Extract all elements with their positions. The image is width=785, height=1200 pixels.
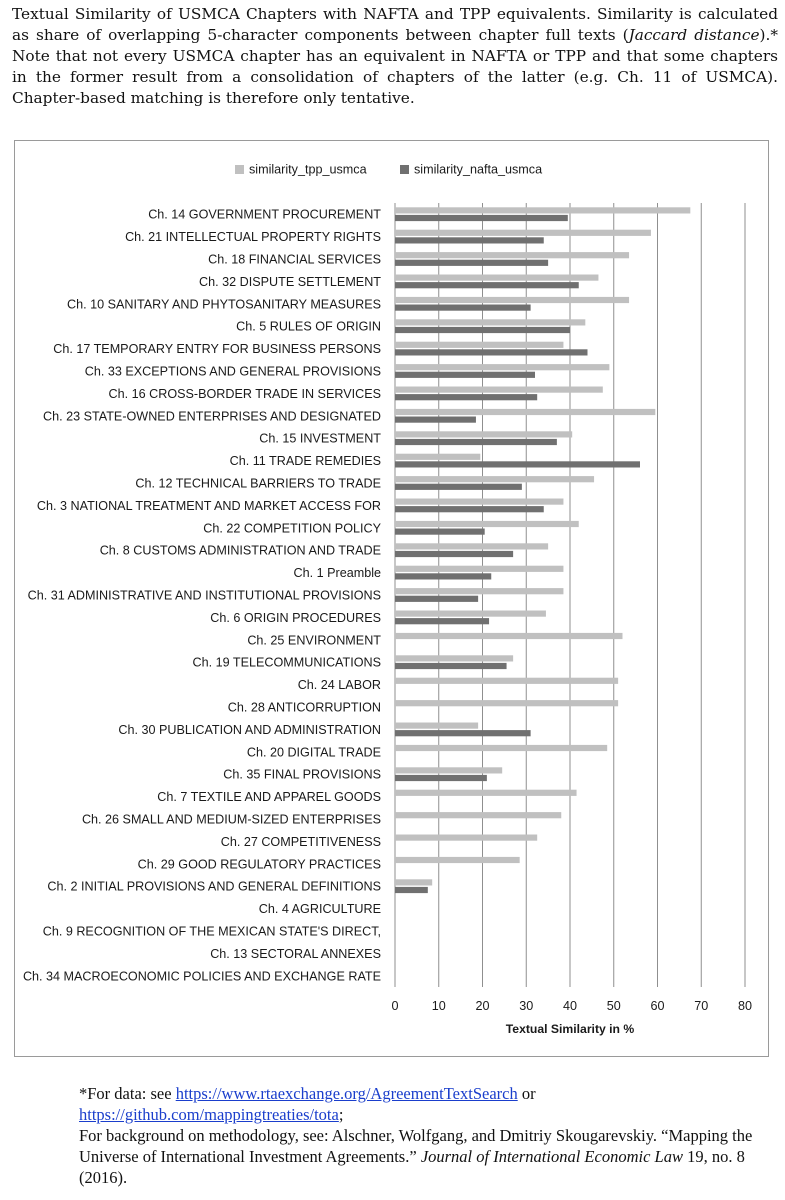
category-label: Ch. 18 FINANCIAL SERVICES [208, 252, 381, 267]
category-label: Ch. 24 LABOR [297, 678, 381, 693]
bar-nafta-usmca [395, 663, 507, 669]
bar-tpp-usmca [395, 812, 561, 818]
bar-nafta-usmca [395, 775, 487, 781]
footnote [79, 1083, 769, 1188]
bar-nafta-usmca [395, 305, 531, 311]
bar-nafta-usmca [395, 237, 544, 243]
x-axis-title: Textual Similarity in % [505, 1022, 635, 1036]
bar-tpp-usmca [395, 700, 618, 706]
category-label: Ch. 16 CROSS-BORDER TRADE IN SERVICES [108, 386, 381, 401]
x-tick-label: 30 [519, 999, 534, 1013]
bar-tpp-usmca [395, 723, 478, 729]
bar-tpp-usmca [395, 431, 572, 437]
bar-tpp-usmca [395, 879, 432, 885]
category-label: Ch. 11 TRADE REMEDIES [229, 454, 381, 469]
category-label: Ch. 7 TEXTILE AND APPAREL GOODS [157, 790, 381, 805]
bar-nafta-usmca [395, 461, 640, 467]
x-tick-label: 50 [606, 999, 621, 1013]
category-label: Ch. 35 FINAL PROVISIONS [223, 767, 381, 782]
similarity-bar-chart [15, 141, 770, 1058]
bar-tpp-usmca [395, 454, 480, 460]
bar-tpp-usmca [395, 857, 520, 863]
bar-tpp-usmca [395, 678, 618, 684]
category-label: Ch. 4 AGRICULTURE [258, 902, 381, 917]
bar-nafta-usmca [395, 596, 478, 602]
bar-tpp-usmca [395, 230, 651, 236]
x-tick-label: 40 [562, 999, 578, 1013]
footnote-methodology: For background on methodology, see: Alschner, Wolfgang, and Dmitriy Skougarevskiy. “Mapping the Universe of International Investment Agreements.” [79, 1126, 753, 1166]
category-label: Ch. 31 ADMINISTRATIVE AND INSTITUTIONAL PROVISIONS [27, 588, 381, 603]
journal-title: Journal of International Economic Law [420, 1147, 683, 1166]
bar-tpp-usmca [395, 297, 629, 303]
bar-nafta-usmca [395, 417, 476, 423]
bar-nafta-usmca [395, 529, 485, 535]
category-label: Ch. 5 RULES OF ORIGIN [236, 319, 381, 334]
chart-frame [14, 140, 769, 1057]
bar-tpp-usmca [395, 364, 609, 370]
bar-tpp-usmca [395, 499, 563, 505]
x-tick-label: 60 [650, 999, 665, 1013]
bar-tpp-usmca [395, 387, 603, 393]
citation-tail: 19, no. 8 (2016). [79, 1147, 745, 1187]
bar-tpp-usmca [395, 588, 563, 594]
bar-tpp-usmca [395, 207, 690, 213]
rtaexchange-link[interactable]: https://www.rtaexchange.org/AgreementTextSearch [175, 1084, 518, 1103]
bar-tpp-usmca [395, 767, 502, 773]
category-label: Ch. 1 Preamble [293, 566, 381, 581]
category-label: Ch. 14 GOVERNMENT PROCUREMENT [148, 207, 381, 222]
category-label: Ch. 12 TECHNICAL BARRIERS TO TRADE [135, 476, 381, 491]
category-label: Ch. 25 ENVIRONMENT [247, 633, 381, 648]
category-label: Ch. 3 NATIONAL TREATMENT AND MARKET ACCESS FOR [36, 498, 381, 513]
bar-nafta-usmca [395, 573, 491, 579]
bar-tpp-usmca [395, 745, 607, 751]
category-label: Ch. 23 STATE-OWNED ENTERPRISES AND DESIGNATED [43, 409, 381, 424]
bar-nafta-usmca [395, 327, 570, 333]
footnote-or: or [517, 1084, 536, 1103]
category-label: Ch. 34 MACROECONOMIC POLICIES AND EXCHANGE RATE [22, 969, 381, 984]
category-label: Ch. 19 TELECOMMUNICATIONS [192, 655, 381, 670]
category-label: Ch. 21 INTELLECTUAL PROPERTY RIGHTS [125, 230, 381, 245]
x-tick-label: 10 [431, 999, 446, 1013]
category-label: Ch. 33 EXCEPTIONS AND GENERAL PROVISIONS [84, 364, 381, 379]
category-label: Ch. 9 RECOGNITION OF THE MEXICAN STATE'S DIRECT, [42, 924, 381, 939]
bar-tpp-usmca [395, 476, 594, 482]
caption-text-start: Textual Similarity of USMCA Chapters with NAFTA and TPP equivalents. Similarity is calculated as share of overlapping 5-character components between chapter full texts ( [12, 5, 778, 44]
bar-tpp-usmca [395, 835, 537, 841]
caption-italic-term: Jaccard distance [628, 26, 760, 44]
bar-nafta-usmca [395, 484, 522, 490]
category-label: Ch. 22 COMPETITION POLICY [203, 521, 381, 536]
x-tick-label: 70 [694, 999, 709, 1013]
legend-label-nafta: similarity_nafta_usmca [414, 162, 543, 177]
github-link[interactable]: https://github.com/mappingtreaties/tota [79, 1105, 339, 1124]
bar-tpp-usmca [395, 252, 629, 258]
category-label: Ch. 17 TEMPORARY ENTRY FOR BUSINESS PERSONS [53, 342, 381, 357]
category-label: Ch. 20 DIGITAL TRADE [246, 745, 381, 760]
legend-label-tpp: similarity_tpp_usmca [249, 162, 367, 177]
x-tick-label: 20 [475, 999, 490, 1013]
bar-nafta-usmca [395, 730, 531, 736]
legend-swatch-tpp [235, 165, 244, 174]
category-label: Ch. 8 CUSTOMS ADMINISTRATION AND TRADE [99, 543, 381, 558]
bar-nafta-usmca [395, 394, 537, 400]
bar-nafta-usmca [395, 215, 568, 221]
category-label: Ch. 27 COMPETITIVENESS [220, 834, 381, 849]
category-label: Ch. 15 INVESTMENT [259, 431, 381, 446]
bar-nafta-usmca [395, 618, 489, 624]
bar-nafta-usmca [395, 260, 548, 266]
category-label: Ch. 10 SANITARY AND PHYTOSANITARY MEASURES [66, 297, 381, 312]
figure-caption [12, 4, 778, 109]
category-label: Ch. 26 SMALL AND MEDIUM-SIZED ENTERPRISES [81, 812, 381, 827]
category-label: Ch. 30 PUBLICATION AND ADMINISTRATION [118, 722, 381, 737]
bar-tpp-usmca [395, 521, 579, 527]
bar-nafta-usmca [395, 349, 588, 355]
footnote-semicolon: ; [338, 1105, 344, 1124]
x-tick-label: 80 [737, 999, 753, 1013]
category-label: Ch. 32 DISPUTE SETTLEMENT [199, 274, 381, 289]
bar-tpp-usmca [395, 543, 548, 549]
category-label: Ch. 13 SECTORAL ANNEXES [210, 946, 381, 961]
bar-tpp-usmca [395, 275, 598, 281]
bar-tpp-usmca [395, 633, 623, 639]
bar-tpp-usmca [395, 655, 513, 661]
caption-text-end: ).* Note that not every USMCA chapter has an equivalent in NAFTA or TPP and that some chapters in the former result from a consolidation of chapters of the latter (e.g. Ch. 11 of USMCA). Chapter-based matching is therefore only tentative. [12, 26, 779, 107]
category-label: Ch. 28 ANTICORRUPTION [227, 700, 381, 715]
category-label: Ch. 2 INITIAL PROVISIONS AND GENERAL DEFINITIONS [47, 879, 381, 894]
bar-tpp-usmca [395, 611, 546, 617]
bar-nafta-usmca [395, 372, 535, 378]
bar-tpp-usmca [395, 342, 563, 348]
bar-nafta-usmca [395, 506, 544, 512]
bar-nafta-usmca [395, 551, 513, 557]
footnote-data-prefix: *For data: see [79, 1084, 176, 1103]
category-label: Ch. 29 GOOD REGULATORY PRACTICES [137, 857, 381, 872]
bar-nafta-usmca [395, 282, 579, 288]
legend-swatch-nafta [400, 165, 409, 174]
x-tick-label: 0 [391, 999, 399, 1013]
bar-tpp-usmca [395, 566, 563, 572]
bar-tpp-usmca [395, 790, 577, 796]
bar-tpp-usmca [395, 319, 585, 325]
category-label: Ch. 6 ORIGIN PROCEDURES [210, 610, 381, 625]
bar-tpp-usmca [395, 409, 655, 415]
bar-nafta-usmca [395, 887, 428, 893]
bar-nafta-usmca [395, 439, 557, 445]
